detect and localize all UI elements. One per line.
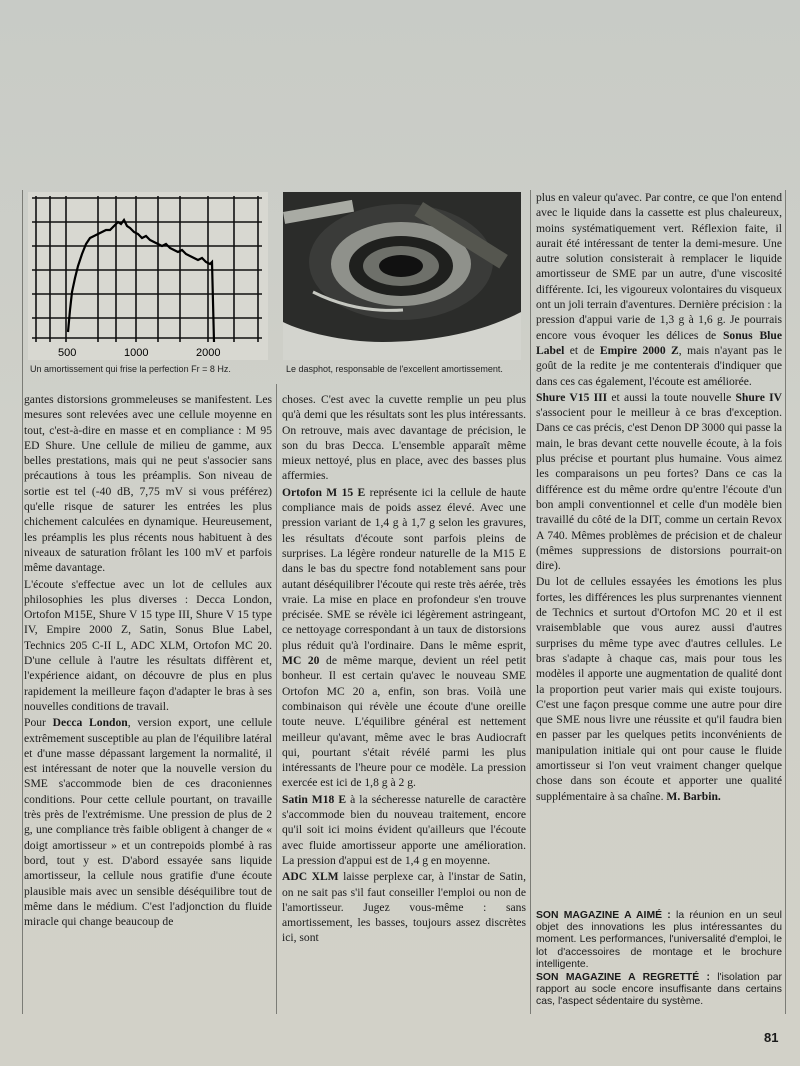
- cartridge-name: Satin M18 E: [282, 792, 347, 806]
- tick-label-500: 500: [58, 347, 77, 359]
- paragraph: [536, 190, 782, 389]
- paragraph: [282, 485, 526, 791]
- text-run: de même marque, devient un réel petit bonheur. Il est certain qu'avec le nouveau SME Ortofon MC 20 a, enfin, son bras. Voilà une combinaison qui révèle une écoute d'une oreille toute neuve. L'équilibre général est nettement meilleur qu'avant, même avec le bras Audiocraft qui, pourtant s'était révélé parmi les plus intéressants de l'heure pour ce modèle. La pression exercée est ici de 1,8 g à 2 g.: [282, 654, 526, 790]
- dashpot-image: [283, 192, 521, 360]
- paragraph: [282, 869, 526, 945]
- page-number: 81: [764, 1030, 779, 1045]
- paragraph: [24, 715, 272, 929]
- column-rule-1: [276, 384, 277, 1014]
- text-run: et aussi la toute nouvelle: [607, 390, 736, 404]
- cartridge-name: Shure IV: [735, 390, 782, 404]
- cartridge-name: Empire 2000 Z: [599, 343, 679, 357]
- article-column-2: [282, 392, 526, 1006]
- text-run: et de: [564, 343, 600, 357]
- tick-label-1000: 1000: [124, 347, 149, 359]
- author-signature: M. Barbin.: [666, 789, 721, 803]
- frequency-response-chart: [28, 192, 268, 360]
- cartridge-name: MC 20: [282, 654, 320, 668]
- cartridge-name: Sonus Blue Label: [536, 328, 782, 357]
- cartridge-name: Shure V15 III: [536, 390, 608, 404]
- frequency-response-figure: [28, 192, 268, 360]
- text-run: représente ici la cellule de haute compliance mais de poids assez élevé. Avec une pression variant de 1,4 g à 1,7 g selon les gravures, les résultats d'écoute sont parfois pleins de surprises. La légère rondeur naturelle de la M15 E dans le bas du spectre fond notablement sans pour autant déséquilibrer l'écoute qui reste très aérée, très vraie. La mise en place en profondeur s'en trouve précisée. SME se révèle ici légèrement astringeant, ce nettoyage correspondant à un taux de distorsions plus réduit qu'à l'ordinaire. Dans le même esprit,: [282, 485, 526, 652]
- chart-caption: Un amortissement qui frise la perfection Fr = 8 Hz.: [30, 364, 231, 374]
- article-column-3: [536, 190, 782, 906]
- text-run: plus en valeur qu'avec. Par contre, ce que l'on entend avec le liquide dans la cassette est plus chaleureux, moins systématiquement vert. Réflexion faite, il aurait été intéressant de tenter la demi-mesure. Une autre solution consisterait à remplacer le liquide amortisseur de SME par un autre, d'une viscosité différente. Ici, les vigoureux volontaires du visqueux ont un joli terrain d'aventures. Dernière précision : la pression d'appui varie de 1,3 g à 1,6 g. Je pourrais encore vous évoquer les délices de: [536, 191, 782, 342]
- paragraph: gantes distorsions grommeleuses se manifestent. Les mesures sont relevées avec une cellule moyenne en tout, c'est-à-dire en masse et en compliance : M 95 ED Shure. Une cellule de milieu de gamme, aux belles prestations, mais qui ne peut s'associer sans précautions à tous les préamplis. Son niveau de sortie est tel (-40 dB, 7,75 mV si vous préférez) qu'elle risque de saturer les entrées les plus chichement calculées en dynamique. Heureusement, les préamplis les plus récents nous habituent à des niveaux de saturation frôlant les 100 mV et parfois même davantage.: [24, 393, 272, 575]
- paragraph: L'écoute s'effectue avec un lot de cellules aux philosophies les plus diverses : Decca London, Ortofon M15E, Shure V 15 type III, Shure V 15 type IV, Empire 2000 Z, Satin, Sonus Blue Label, Technics 205 C-II L, ADC XLM, Ortofon MC 20. D'une cellule à l'autre les résultats diffèrent et, l'expérience aidant, on découvre de plus en plus rapidement la meilleure façon d'adapter le bras à ses nouvelles conditions de travail.: [24, 577, 272, 713]
- text-run: à la sécheresse naturelle de caractère s'accommode bien du nouveau traitement, encore qu'il soit ici moins évident qu'ailleurs que l'écoute avec fluide amortisseur apporte une amélioration. La pression d'appui est de 1,4 g en moyenne.: [282, 792, 526, 867]
- dashpot-photo: [283, 192, 521, 360]
- text-run: , version export, une cellule extrêmement susceptible au plan de l'équilibre latéral et d'une masse dépassant largement la normalité, il est intéressant de noter que la nouvelle version du SME s'accommode bien de ces draconiennes conditions. Pour cette cellule pourtant, on travaille très près de l'extrémisme. Une pression de plus de 2 g, une compliance très faible obligent à changer de « doigt amortisseur » et un contrepoids plombé à ras bord, tout y est. D'abord essayée sans liquide amortisseur, la cellule nous gratifie d'une écoute plausible mais avec un sensible déséquilibre tout de même dans le médium. C'est l'adjonction du fluide miracle qui change beaucoup de: [24, 716, 272, 929]
- verdict-box: [536, 910, 782, 1010]
- paragraph: [536, 574, 782, 803]
- column-rule-0: [22, 190, 23, 1014]
- liked-text: la réunion en un seul objet des innovations les plus intéressantes du moment. Les performances, l'universalité d'emploi, le lot d'accessoires de montage et le brochure intelligente.: [536, 910, 782, 970]
- text-run: Du lot de cellules essayées les émotions les plus fortes, les différences les plus surprenantes viennent de Technics et surtout d'Ortofon MC 20 et il est vraisemblable que vous aurez aussi d'autres surprises du même type avec d'autres cellules. Le bras s'adapte à chaque cas, mais pour tous les modèles il apporte une augmentation de qualité dont la proportion peut varier mais qui existe toujours. C'est une façon presque comme une autre pour dire que SME nous livre une réussite et qu'il faudra bien en passer par les quelques petits inconvénients de manipulation initiale qui ont pour cause le fluide amortisseur si l'on veut vraiment changer quelque chose dans son écoute et apporter une qualité supplémentaire à sa chaîne.: [536, 575, 782, 803]
- text-run: s'associent pour le meilleur à ce bras d'exception. Dans ce cas précis, c'est Denon DP 3000 qui passe la main, le bras devant cette nouvelle écoute, à la fois plus précise et pourtant plus humaine. Vous aimez les comparaisons un peu fortes? Dans ce cas la différence est du même ordre qu'entre l'écoute d'un bon ampli conventionnel et celle d'un modèle bien travaillé du côté de la DIT, comme un certain Revox A 740. Mêmes problèmes de précision et de chaleur (mêmes suppressions de distorsions pourrait-on dire).: [536, 406, 782, 573]
- cartridge-name: ADC XLM: [282, 870, 339, 884]
- text-run: Pour: [24, 716, 53, 730]
- text-run: , mais n'ayant pas le goût de la redite je me contenterais d'indiquer que dans ces cas également, l'écoute est améliorée.: [536, 343, 782, 388]
- paragraph: [282, 792, 526, 868]
- column-rule-3: [785, 190, 786, 1014]
- liked-paragraph: [536, 910, 782, 971]
- regretted-heading: SON MAGAZINE A REGRETTÉ :: [536, 972, 710, 984]
- cartridge-name: Ortofon M 15 E: [282, 485, 366, 499]
- regretted-paragraph: [536, 972, 782, 1009]
- cartridge-name: Decca London: [52, 716, 128, 730]
- paragraph: [536, 390, 782, 574]
- regretted-text: l'isolation par rapport au socle encore insuffisante dans certains cas, l'aspect sédentaire du système.: [536, 972, 782, 1008]
- tick-label-2000: 2000: [196, 347, 221, 359]
- photo-caption: Le dasphot, responsable de l'excellent amortissement.: [286, 364, 503, 374]
- column-rule-2: [530, 190, 531, 1014]
- text-run: laisse perplexe car, à l'instar de Satin, on ne sait pas s'il faut conseiller l'emploi ou non de l'amortisseur. Jugez vous-même : sans amortissement, les basses, toujours assez discrètes ici, sont: [282, 870, 526, 945]
- article-column-1: [24, 392, 272, 1006]
- paragraph: choses. C'est avec la cuvette remplie un peu plus qu'à demi que les résultats sont les plus intéressants. On retrouve, mais avec davantage de précision, le son du bras Decca. L'ensemble apparaît même mieux nettoyé, plus en place, avec des basses plus affermies.: [282, 393, 526, 483]
- liked-heading: SON MAGAZINE A AIMÉ :: [536, 910, 671, 921]
